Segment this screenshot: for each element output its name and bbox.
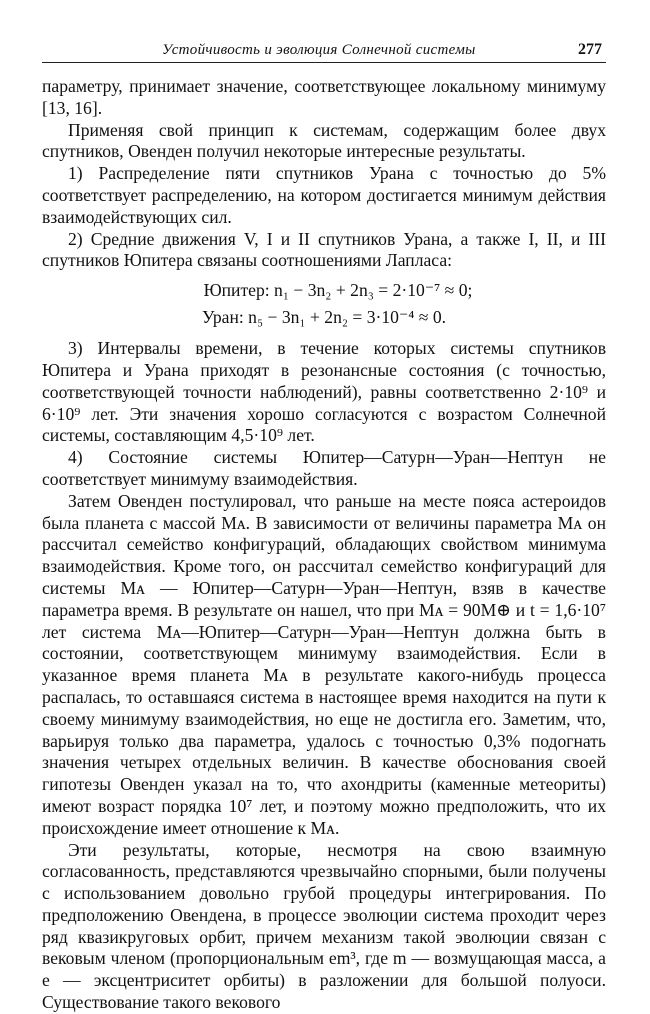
paragraph-7: Затем Овенден постулировал, что раньше на месте пояса астероидов была планета с массой Mᴀ. В зависимости от величины параметра Mᴀ он рассчитал семейство конфигураций, обладающих свойством минимума взаимодействия. Кроме того, он рассчитал семейство конфигураций для системы Mᴀ — Юпитер—Сатурн—Уран—Нептун, взяв в качестве параметра время. В результате он нашел, что при Mᴀ = 90M⊕ и t = 1,6·10⁷ лет система Mᴀ—Юпитер—Сатурн—Уран—Нептун должна быть в состоянии, соответствующем минимуму взаимодействия. Если в указанное время планета Mᴀ в результате какого-нибудь процесса распалась, то оставшаяся система в настоящее время находится на пути к своему минимуму взаимодействия, но еще не достигла его. Заметим, что, варьируя только два параметра, удалось с точностью 0,3% подогнать значения четырех отдельных величин. В качестве обоснования своей гипотезы Овенден указал на то, что ахондриты (каменные метеориты) имеют возраст порядка 10⁷ лет, и поэтому можно предположить, что их происхождение имеет отношение к Mᴀ. bbox=[42, 490, 606, 838]
paragraph-4: 2) Средние движения V, I и II спутников Урана, а также I, II, и III спутников Юпитера связаны соотношениями Лапласа: bbox=[42, 228, 606, 271]
paragraph-3: 1) Распределение пяти спутников Урана с точностью до 5% соответствует распределению, на котором достигается минимум действия взаимодействующих сил. bbox=[42, 163, 606, 227]
laplace-formulas bbox=[42, 277, 606, 331]
paragraph-2: Применяя свой принцип к системам, содержащим более двух спутников, Овенден получил некоторые интересные результаты. bbox=[42, 119, 606, 162]
formula-jupiter: Юпитер: n₁ − 3n₂ + 2n₃ = 2·10⁻⁷ ≈ 0; bbox=[203, 280, 473, 301]
page-number: 277 bbox=[578, 41, 602, 58]
formula-uranus: Уран: n₅ − 3n₁ + 2n₂ = 3·10⁻⁴ ≈ 0. bbox=[201, 307, 447, 328]
body-text bbox=[42, 76, 606, 1014]
paragraph-8: Эти результаты, которые, несмотря на свою взаимную согласованность, представляются чрезвычайно спорными, были получены с использованием довольно грубой процедуры интегрирования. По предположению Овендена, в процессе эволюции система проходит через ряд квазикруговых орбит, причем механизм такой эволюции связан с вековым членом (пропорциональным em³, где m — возмущающая масса, а e — эксцентриситет орбиты) в разложении для большой полуоси. Существование такого векового bbox=[42, 839, 606, 1013]
running-header bbox=[42, 40, 606, 63]
paragraph-5: 3) Интервалы времени, в течение которых системы спутников Юпитера и Урана приходят в резонансные состояния (с точностью, соответствующей точности наблюдений), равны соответственно 2·10⁹ и 6·10⁹ лет. Эти значения хорошо согласуются с возрастом Солнечной системы, составляющим 4,5·10⁹ лет. bbox=[42, 338, 606, 446]
paragraph-6: 4) Состояние системы Юпитер—Сатурн—Уран—Нептун не соответствует минимуму взаимодействия. bbox=[42, 447, 606, 489]
running-title: Устойчивость и эволюция Солнечной системы bbox=[162, 42, 476, 58]
paragraph-1: параметру, принимает значение, соответствующее локальному минимуму [13, 16]. bbox=[42, 76, 606, 118]
